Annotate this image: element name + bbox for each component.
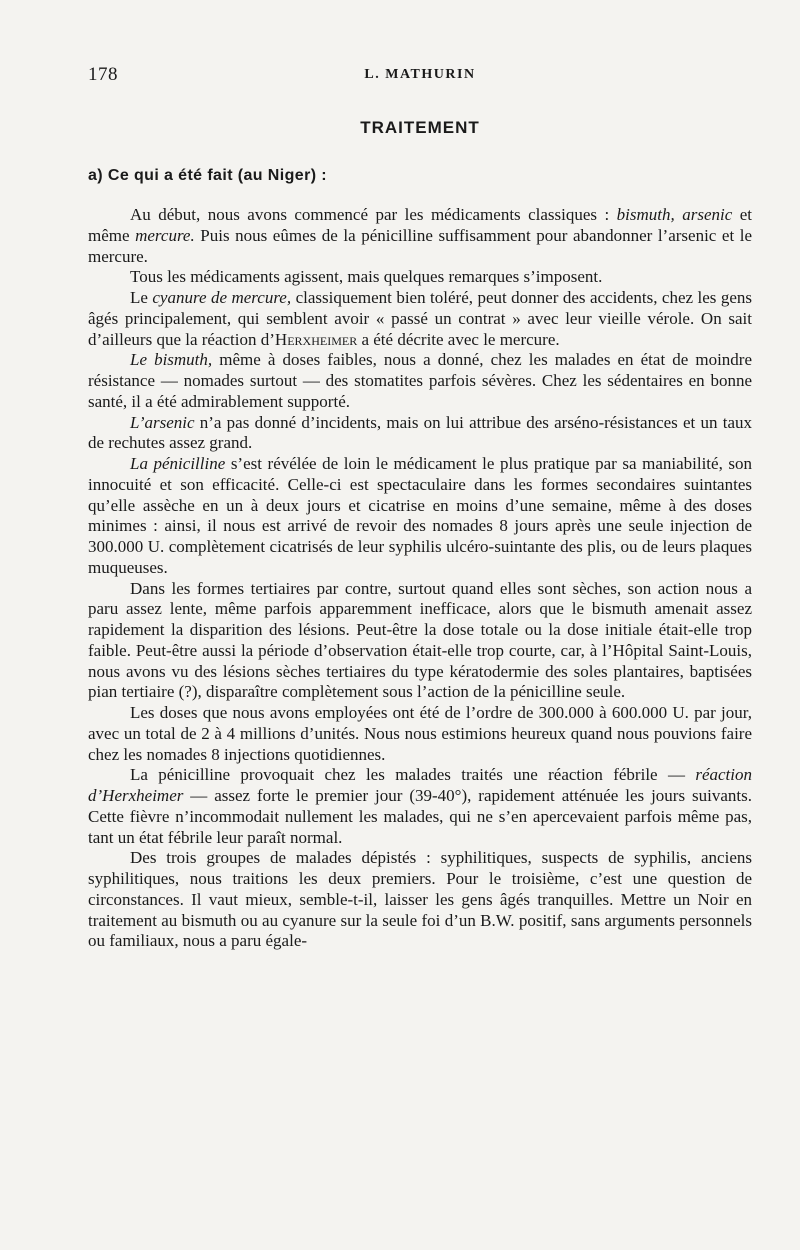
italic-term: réaction d’Herxheimer: [88, 765, 752, 805]
paragraph: [88, 579, 752, 704]
text-run: Le: [130, 288, 153, 307]
page-number: 178: [88, 64, 118, 85]
text-run: classiquement bien toléré, peut donner des accidents, chez les gens âgés principalement, qui semblent avoir « passé un contrat » avec leur vieille vérole. On sait d’ailleurs que la réaction d’: [88, 288, 752, 349]
paragraph: [88, 350, 752, 412]
section-title: TRAITEMENT: [360, 118, 480, 137]
italic-term: Le bismuth,: [130, 350, 213, 370]
running-head: [88, 64, 752, 88]
text-run: Tous les médicaments agissent, mais quelques remarques s’imposent.: [130, 267, 603, 287]
text-run: — assez forte le premier jour (39-40°), rapidement atténuée les jours suivants. Cette fièvre n’incommodait nullement les malades, qui ne s’en apercevaient parfois même pas, tant un état fébrile leur paraît normal.: [88, 786, 752, 847]
text-run: et même: [88, 205, 752, 245]
small-caps-name: Herxheimer: [274, 329, 358, 349]
body-text: [88, 205, 752, 952]
italic-term: bismuth, arsenic: [616, 205, 733, 224]
subsection-heading: a) Ce qui a été fait (au Niger) :: [88, 167, 328, 184]
text-run: s’est révélée de loin le médicament le plus pratique par sa maniabilité, son innocuité et son efficacité. Celle-ci est spectaculaire dans les formes secondaires suintantes qu’elle assèche en un à deux jours et cicatrise en moins d’une semaine, même à des doses minimes : ainsi, il nous est arrivé de revoir des nomades 8 jours après une seule injection de 300.000 U. complètement cicatrisés de leur syphilis ulcéro-suintante des plis, ou de leurs plaques muqueuses.: [88, 454, 752, 577]
text-run: Des trois groupes de malades dépistés : syphilitiques, suspects de syphilis, anciens syphilitiques, nous traitions les deux premiers. Pour le troisième, c’est une question de circonstances. Il vaut mieux, semble-t-il, laisser les gens âgés tranquilles. Mettre un Noir en traitement au bismuth ou au cyanure sur la seule foi d’un B.W. positif, sans arguments personnels ou familiaux, nous a paru égale-: [88, 848, 752, 951]
text-run: Les doses que nous avons employées ont été de l’ordre de 300.000 à 600.000 U. par jour, avec un total de 2 à 4 millions d’unités. Nous nous estimions heureux quand nous pouvions faire chez les nomades 8 injections quotidiennes.: [88, 703, 752, 764]
paragraph: [88, 267, 752, 288]
italic-term: mercure.: [135, 225, 195, 245]
paragraph: [88, 765, 752, 848]
text-run: Puis nous eûmes de la pénicilline suffisamment pour abandonner l’arsenic et le mercure.: [88, 225, 752, 266]
text-run: Au début, nous avons commencé par les médicaments classiques :: [130, 205, 617, 224]
paragraph: [88, 454, 752, 579]
text-run: même à doses faibles, nous a donné, chez les malades en état de moindre résistance — nomades surtout — des stomatites parfois sévères. Chez les sédentaires en bonne santé, il a été admirablement supporté.: [88, 350, 752, 411]
italic-term: cyanure de mercure,: [152, 288, 292, 307]
italic-term: L’arsenic: [130, 412, 195, 432]
running-head-author: L. MATHURIN: [364, 67, 476, 82]
text-run: n’a pas donné d’incidents, mais on lui attribue des arséno-résistances et un taux de rechutes assez grand.: [88, 412, 752, 453]
text-run: a été décrite avec le mercure.: [357, 329, 560, 349]
paragraph: [88, 205, 752, 267]
italic-term: La pénicilline: [130, 454, 226, 473]
text-run: Dans les formes tertiaires par contre, surtout quand elles sont sèches, son action nous a paru assez lente, même parfois apparemment inefficace, alors que le bismuth amenait assez rapidement la disparition des lésions. Peut-être la dose totale ou la dose initiale était-elle trop faible. Peut-être aussi la période d’observation était-elle trop courte, car, à l’Hôpital Saint-Louis, nous avons vu des lésions sèches tertiaires du type kératodermie des soles plantaires, baptisées pian tertiaire (?), disparaître complètement sous l’action de la pénicilline seule.: [88, 578, 752, 702]
paragraph: [88, 413, 752, 455]
paragraph: [88, 288, 752, 350]
paragraph: [88, 703, 752, 765]
paragraph: [88, 848, 752, 952]
text-run: La pénicilline provoquait chez les malades traités une réaction fébrile —: [130, 765, 696, 785]
